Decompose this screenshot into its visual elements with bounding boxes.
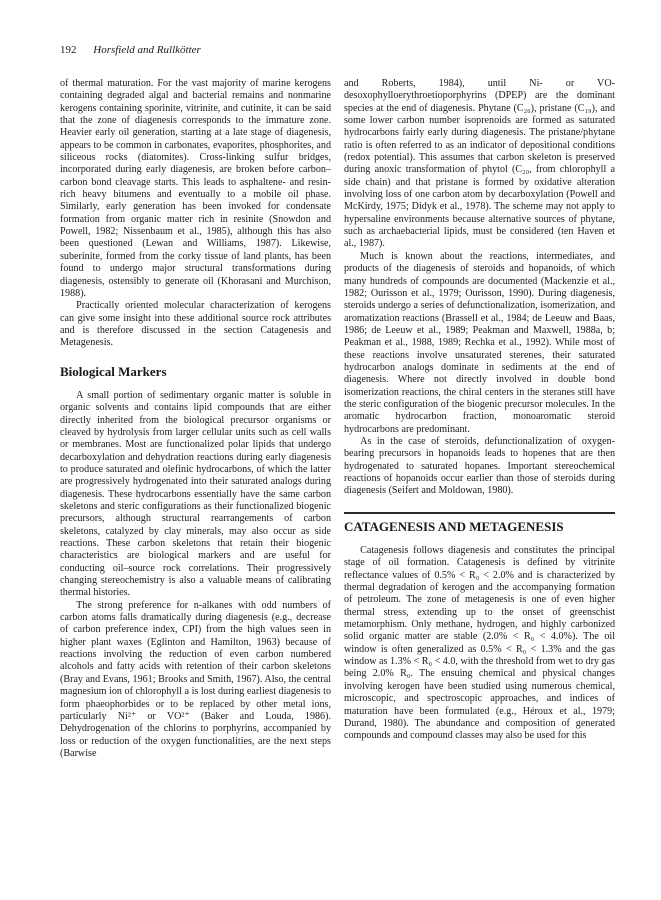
section-heading-catagenesis: CATAGENESIS AND METAGENESIS xyxy=(344,512,615,533)
paragraph: and Roberts, 1984), until Ni- or VO-desoxophylloerythroetioporphyrins (DPEP) are the dominant species at the end of diagenesis. Phytane (C₂₀), pristane (C₁₉), and some lower carbon number isoprenoids are formed as saturated hydrocarbons fairly early during diagenesis. The pristane/phytane ratio is often referred to as an indicator of depositional conditions (redox potential). This assumes that carbon skeleton is preserved during anoxic transformation of phytol (C₂₀, from chlorophyll a side chain) and that pristane is formed by oxidative alteration involving loss of one carbon atom by decarboxylation (Powell and McKirdy, 1975; Didyk et al., 1978). The scheme may not apply to hypersaline environments because alternative sources of phytane, such as archaebacterial lipids, must be considered (ten Haven et al., 1987). xyxy=(344,78,615,250)
paragraph: of thermal maturation. For the vast majority of marine kerogens containing degraded algal and bacterial remains and nonmarine kerogens containing sporinite, vitrinite, and cutinite, it can be said that the zone of diagenesis corresponds to the immature zone. Heavier early oil generation, starting at a late stage of diagenesis, appears to be common in carbonates, evaporites, phosphorites, and siliceous rocks (diatomites). Cross-linking sulfur bridges, incorporated during early diagenesis, are broken before carbon–carbon bond cleavage starts. This leads to asphaltene- and resin-rich heavy bitumens and eventually to a mobile oil phase. Similarly, early generation has been invoked for condensate formation from organic matter rich in resinite (Snowdon and Powell, 1982; Nissenbaum et al., 1985), although this has also been questioned (Lewan and Williams, 1987). Likewise, suberinite, formed from the corky tissue of land plants, has been found to undergo major structural transformations during diagenesis, ostensibly to generate oil (Khorasani and Murchison, 1988). xyxy=(60,78,331,299)
right-column xyxy=(344,78,615,743)
paragraph: As in the case of steroids, defunctionalization of oxygen-bearing precursors in hopanoids leads to hopenes that are then hydrogenated to saturated hopanes. Important stereochemical reactions of hopanoids occur earlier than those of steroids during diagenesis (Seifert and Moldowan, 1980). xyxy=(344,435,615,497)
paragraph: Practically oriented molecular characterization of kerogens can give some insight into these additional source rock attributes and is therefore discussed in the section Catagenesis and Metagenesis. xyxy=(60,300,331,349)
paragraph: Catagenesis follows diagenesis and constitutes the principal stage of oil formation. Catagenesis is defined by vitrinite reflectance values of 0.5% < R₀ < 2.0% and is characterized by thermal degradation of kerogen and the accompanying formation of petroleum. The zone of metagenesis is one of even higher thermal stress, extending up to the onset of greenschist metamorphism. Only methane, hydrogen, and highly carbonized solid organic matter are stable (2.0% < R₀ < 4.0%). The oil window is often generalized as 0.5% < R₀ < 1.3% and the gas window as 1.3% < R₀ < 4.0, with the threshold from wet to dry gas being 2.0% R₀. The ensuing chemical and physical changes involving kerogen have been studied using numerous chemical, microscopic, and spectroscopic approaches, and indices of maturation have been formulated (e.g., Héroux et al., 1979; Durand, 1980). The abundance and composition of generated compounds and compound classes may also be used for this xyxy=(344,545,615,742)
section-heading-biological-markers: Biological Markers xyxy=(60,363,167,379)
paragraph: Much is known about the reactions, intermediates, and products of the diagenesis of steroids and hopanoids, of which many hundreds of compounds are documented (Mackenzie et al., 1982; Ourisson et al., 1979; Ourisson, 1990). During diagenesis, steroids undergo a series of defunctionalization, isomerization, and aromatization reactions (Brassell et al., 1984; de Leeuw and Baas, 1986; de Leeuw et al., 1989; Peakman and Maxwell, 1988a, b; Peakman et al., 1988, 1989; Rechka et al., 1992). While most of these reactions involve unsaturated sterenes, their saturated hydrocarbon analogs dominate in sediments at the end of diagenesis. Where not directly involved in double bond isomerization reactions, the chiral centers in the steranes still have the steric configuration of the biogenic precursor molecules. In the aromatic hydrocarbon fraction, monoaromatic steroid hydrocarbons are predominant. xyxy=(344,250,615,435)
running-header xyxy=(60,44,201,56)
running-title: Horsfield and Rullkötter xyxy=(93,44,201,56)
paragraph: A small portion of sedimentary organic matter is soluble in organic solvents and contains lipid compounds that are either directly inherited from the biological precursor organisms or cleaved by hydrolysis from larger cellular units such as cell walls or membranes. Most are functionalized polar lipids that undergo decarboxylation and dehydration reactions during early diagenesis to produce saturated and olefinic hydrocarbons, of which the latter are progressively hydrogenated into their saturated analogs during diagenesis. These hydrocarbons essentially have the same carbon skeletons and steric configurations as their functionalized biogenic precursors, although structural rearrangements of carbon skeletons, catalyzed by clay minerals, may also occur as side reactions. These carbon skeletons that retain their biogenic characteristics are biological markers and are useful for conducting oil–source rock correlations. Their progressively changing stereochemistry is also a valuable means of calibrating thermal histories. xyxy=(60,389,331,599)
left-column xyxy=(60,78,331,760)
paragraph: The strong preference for n-alkanes with odd numbers of carbon atoms falls dramatically during diagenesis (e.g., decrease of carbon preference index, CPI) from the high values seen in higher plant waxes (Eglinton and Hamilton, 1963) because of reactions involving the reduction of even carbon numbered alcohols and fatty acids with retention of their carbon skeletons (Bray and Evans, 1961; Brooks and Smith, 1967). Also, the central magnesium ion of chlorophyll a is lost during earliest diagenesis to form phaeophorbides or to be replaced by other metal ions, particularly Ni²⁺ or VO²⁺ (Baker and Louda, 1986). Dehydrogenation of the chlorins to porphyrins, accompanied by loss or reduction of the oxygen functionalities, are the next steps (Barwise xyxy=(60,599,331,759)
page-number: 192 xyxy=(60,44,77,56)
